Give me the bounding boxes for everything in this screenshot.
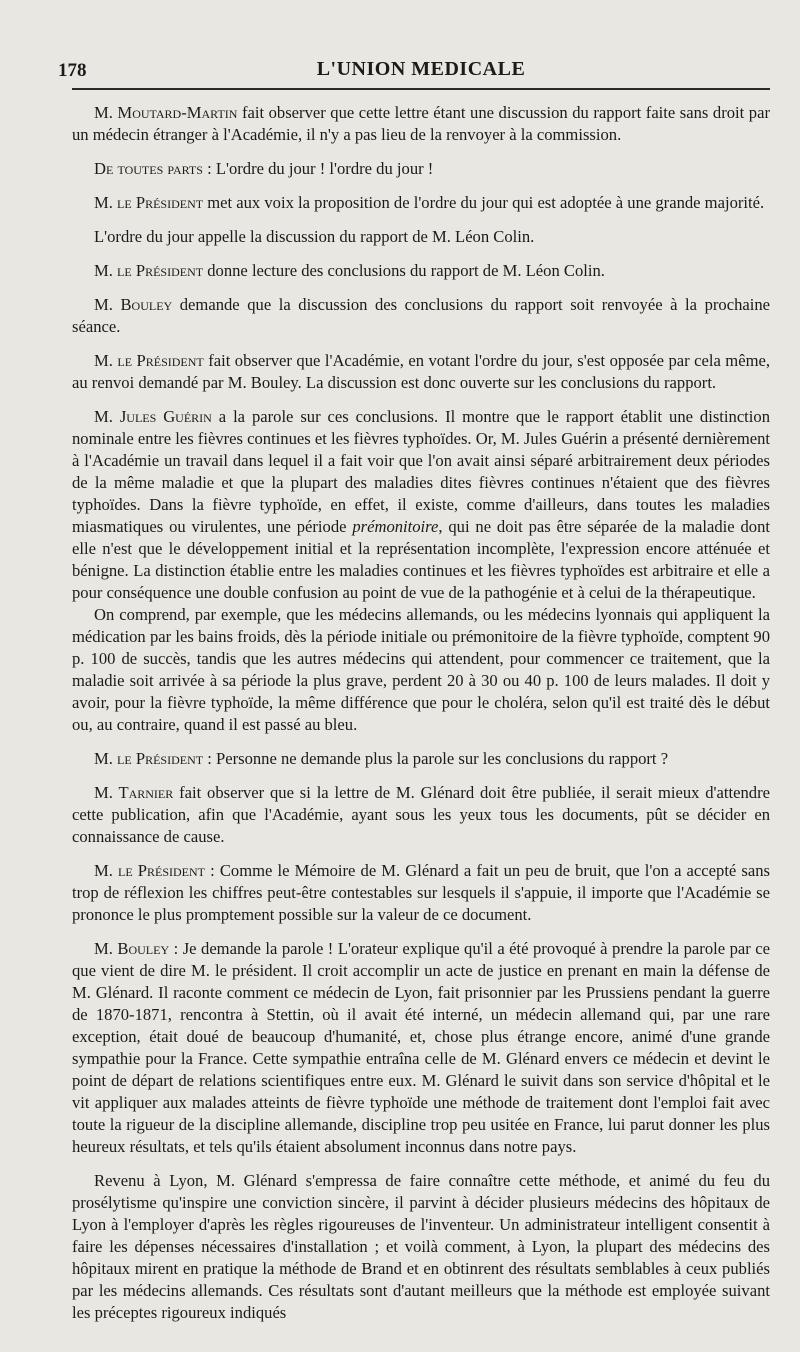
paragraph: [72, 350, 770, 394]
paragraph-text: On comprend, par exemple, que les médecins allemands, ou les médecins lyonnais qui appliquent la médication par les bains froids, dès la période initiale ou prémonitoire de la fièvre typhoïde, comptent 90 p. 100 de succès, tandis que les autres médecins qui attendent, pour commencer ce traitement, que la maladie soit arrivée à sa période la plus grave, perdent 20 à 30 ou 40 p. 100 de leurs malades. Il doit y avoir, pour la fièvre typhoïde, la même différence que pour le choléra, selon qu'il est traité dès le début ou, au contraire, quand il est passé au bleu.: [72, 605, 770, 734]
speaker-name: M. Jules Guérin: [94, 407, 212, 426]
running-head: [58, 52, 770, 90]
paragraph-text: donne lecture des conclusions du rapport de M. Léon Colin.: [203, 261, 605, 280]
page-number: 178: [58, 60, 87, 81]
speaker-name: M. le Président: [94, 261, 204, 280]
paragraph-text: Revenu à Lyon, M. Glénard s'empressa de faire connaître cette méthode, et animé du feu du prosélytisme qu'inspire une conviction sincère, il parvint à décider plusieurs médecins des hôpitaux de Lyon à l'employer d'après les règles rigoureuses de l'inventeur. Un administrateur intelligent consentit à faire les dépenses nécessaires d'installation ; et voilà comment, à Lyon, la plupart des médecins des hôpitaux mirent en pratique la méthode de Brand et en obtinrent des résultats semblables à ceux publiés par les médecins allemands. Ces résultats sont d'autant meilleurs que la méthode est employée suivant les préceptes rigoureux indiqués: [72, 1171, 770, 1322]
emphasis-term: prémonitoire: [352, 517, 439, 536]
paragraph: [72, 192, 770, 214]
paragraph-text: fait observer que si la lettre de M. Glénard doit être publiée, il serait mieux d'attendre cette publication, afin que l'Académie, ayant sous les yeux tous les documents, pût se décider en connaissance de cause.: [72, 783, 770, 846]
paragraph: [72, 158, 770, 180]
paragraph: [72, 938, 770, 1158]
speaker-name: M. le Président: [94, 861, 206, 880]
paragraph: [72, 782, 770, 848]
speaker-name: M. Bouley: [94, 295, 173, 314]
paragraph: [72, 1170, 770, 1324]
speaker-name: M. le Président: [94, 351, 204, 370]
paragraph: [72, 860, 770, 926]
paragraph-text: L'ordre du jour appelle la discussion du rapport de M. Léon Colin.: [94, 227, 535, 246]
paragraph: [72, 748, 770, 770]
paragraph-text: fait observer que cette lettre étant une discussion du rapport faite sans droit par un médecin étranger à l'Académie, il n'y a pas lieu de la renvoyer à la commission.: [72, 103, 770, 144]
paragraph-text: : L'ordre du jour ! l'ordre du jour !: [202, 159, 434, 178]
paragraph-text: demande que la discussion des conclusions du rapport soit renvoyée à la prochaine séance.: [72, 295, 770, 336]
paragraph: [72, 102, 770, 146]
paragraph-text: fait observer que l'Académie, en votant l'ordre du jour, s'est opposée par cela même, au renvoi demandé par M. Bouley. La discussion est donc ouverte sur les conclusions du rapport.: [72, 351, 770, 392]
paragraph: [72, 406, 770, 604]
paragraph-text: : Je demande la parole ! L'orateur explique qu'il a été provoqué à prendre la parole par ce que vient de dire M. le président. Il croit accomplir un acte de justice en prenant en main la défense de M. Glénard. Il raconte comment ce médecin de Lyon, fait prisonnier par les Prussiens pendant la guerre de 1870-1871, rencontra à Stettin, où il avait été interné, un médecin allemand qui, par une rare exception, était doué de beaucoup d'humanité, et, chose plus étrange encore, animé d'une grande sympathie pour la France. Cette sympathie entraîna celle de M. Glénard envers ce médecin et devint le point de départ de relations scientifiques entre eux. M. Glénard le suivit dans son service d'hôpital et le vit appliquer aux malades atteints de fièvre typhoïde une méthode de traitement dont l'emploi fait avec toute la rigueur de la discipline allemande, discipline trop peu usitée en France, lui parut donner les plus heureux résultats, et tels qu'ils étaient absolument inconnus dans notre pays.: [72, 939, 770, 1156]
paragraph-text: a la parole sur ces conclusions. Il montre que le rapport établit une distinction nominale entre les fièvres continues et les fièvres typhoïdes. Or, M. Jules Guérin a présenté dernièrement à l'Académie un travail dans lequel il a fait voir que l'on avait ainsi séparé arbitrairement deux périodes de la même maladie et que la plupart des maladies dites fièvres continues n'étaient que des fièvres typhoïdes. Dans la fièvre typhoïde, en effet, il existe, comme d'ailleurs, dans toutes les maladies miasmatiques ou virulentes, une période: [72, 407, 770, 536]
speaker-name: M. le Président: [94, 193, 204, 212]
paragraph-text: met aux voix la proposition de l'ordre du jour qui est adoptée à une grande majorité.: [203, 193, 765, 212]
paragraph-text: : Comme le Mémoire de M. Glénard a fait un peu de bruit, que l'on a accepté sans trop de réflexion les chiffres peut-être contestables sur lesquels il s'appuie, il importe que l'Académie se prononce le plus promptement possible sur la valeur de ce document.: [72, 861, 770, 924]
paragraph-text-continued: , qui ne doit pas être séparée de la maladie dont elle n'est que le développement initial et la représentation incomplète, l'expression encore atténuée et bénigne. La distinction établie entre les maladies continues et les fièvres typhoïdes est arbitraire et elle a pour conséquence une double confusion au point de vue de la pathogénie et à celui de la thérapeutique.: [72, 517, 770, 602]
paragraph: [72, 294, 770, 338]
speaker-name: M. le Président: [94, 749, 204, 768]
speaker-name: De toutes parts: [94, 159, 203, 178]
speaker-name: M. Bouley: [94, 939, 170, 958]
journal-title: L'UNION MEDICALE: [316, 58, 526, 80]
body-text: [72, 102, 770, 1324]
paragraph: [72, 226, 770, 248]
speaker-name: M. Tarnier: [94, 783, 174, 802]
paragraph-text: : Personne ne demande plus la parole sur les conclusions du rapport ?: [203, 749, 669, 768]
speaker-name: M. Moutard-Martin: [94, 103, 238, 122]
paragraph: [72, 260, 770, 282]
paragraph: [72, 604, 770, 736]
